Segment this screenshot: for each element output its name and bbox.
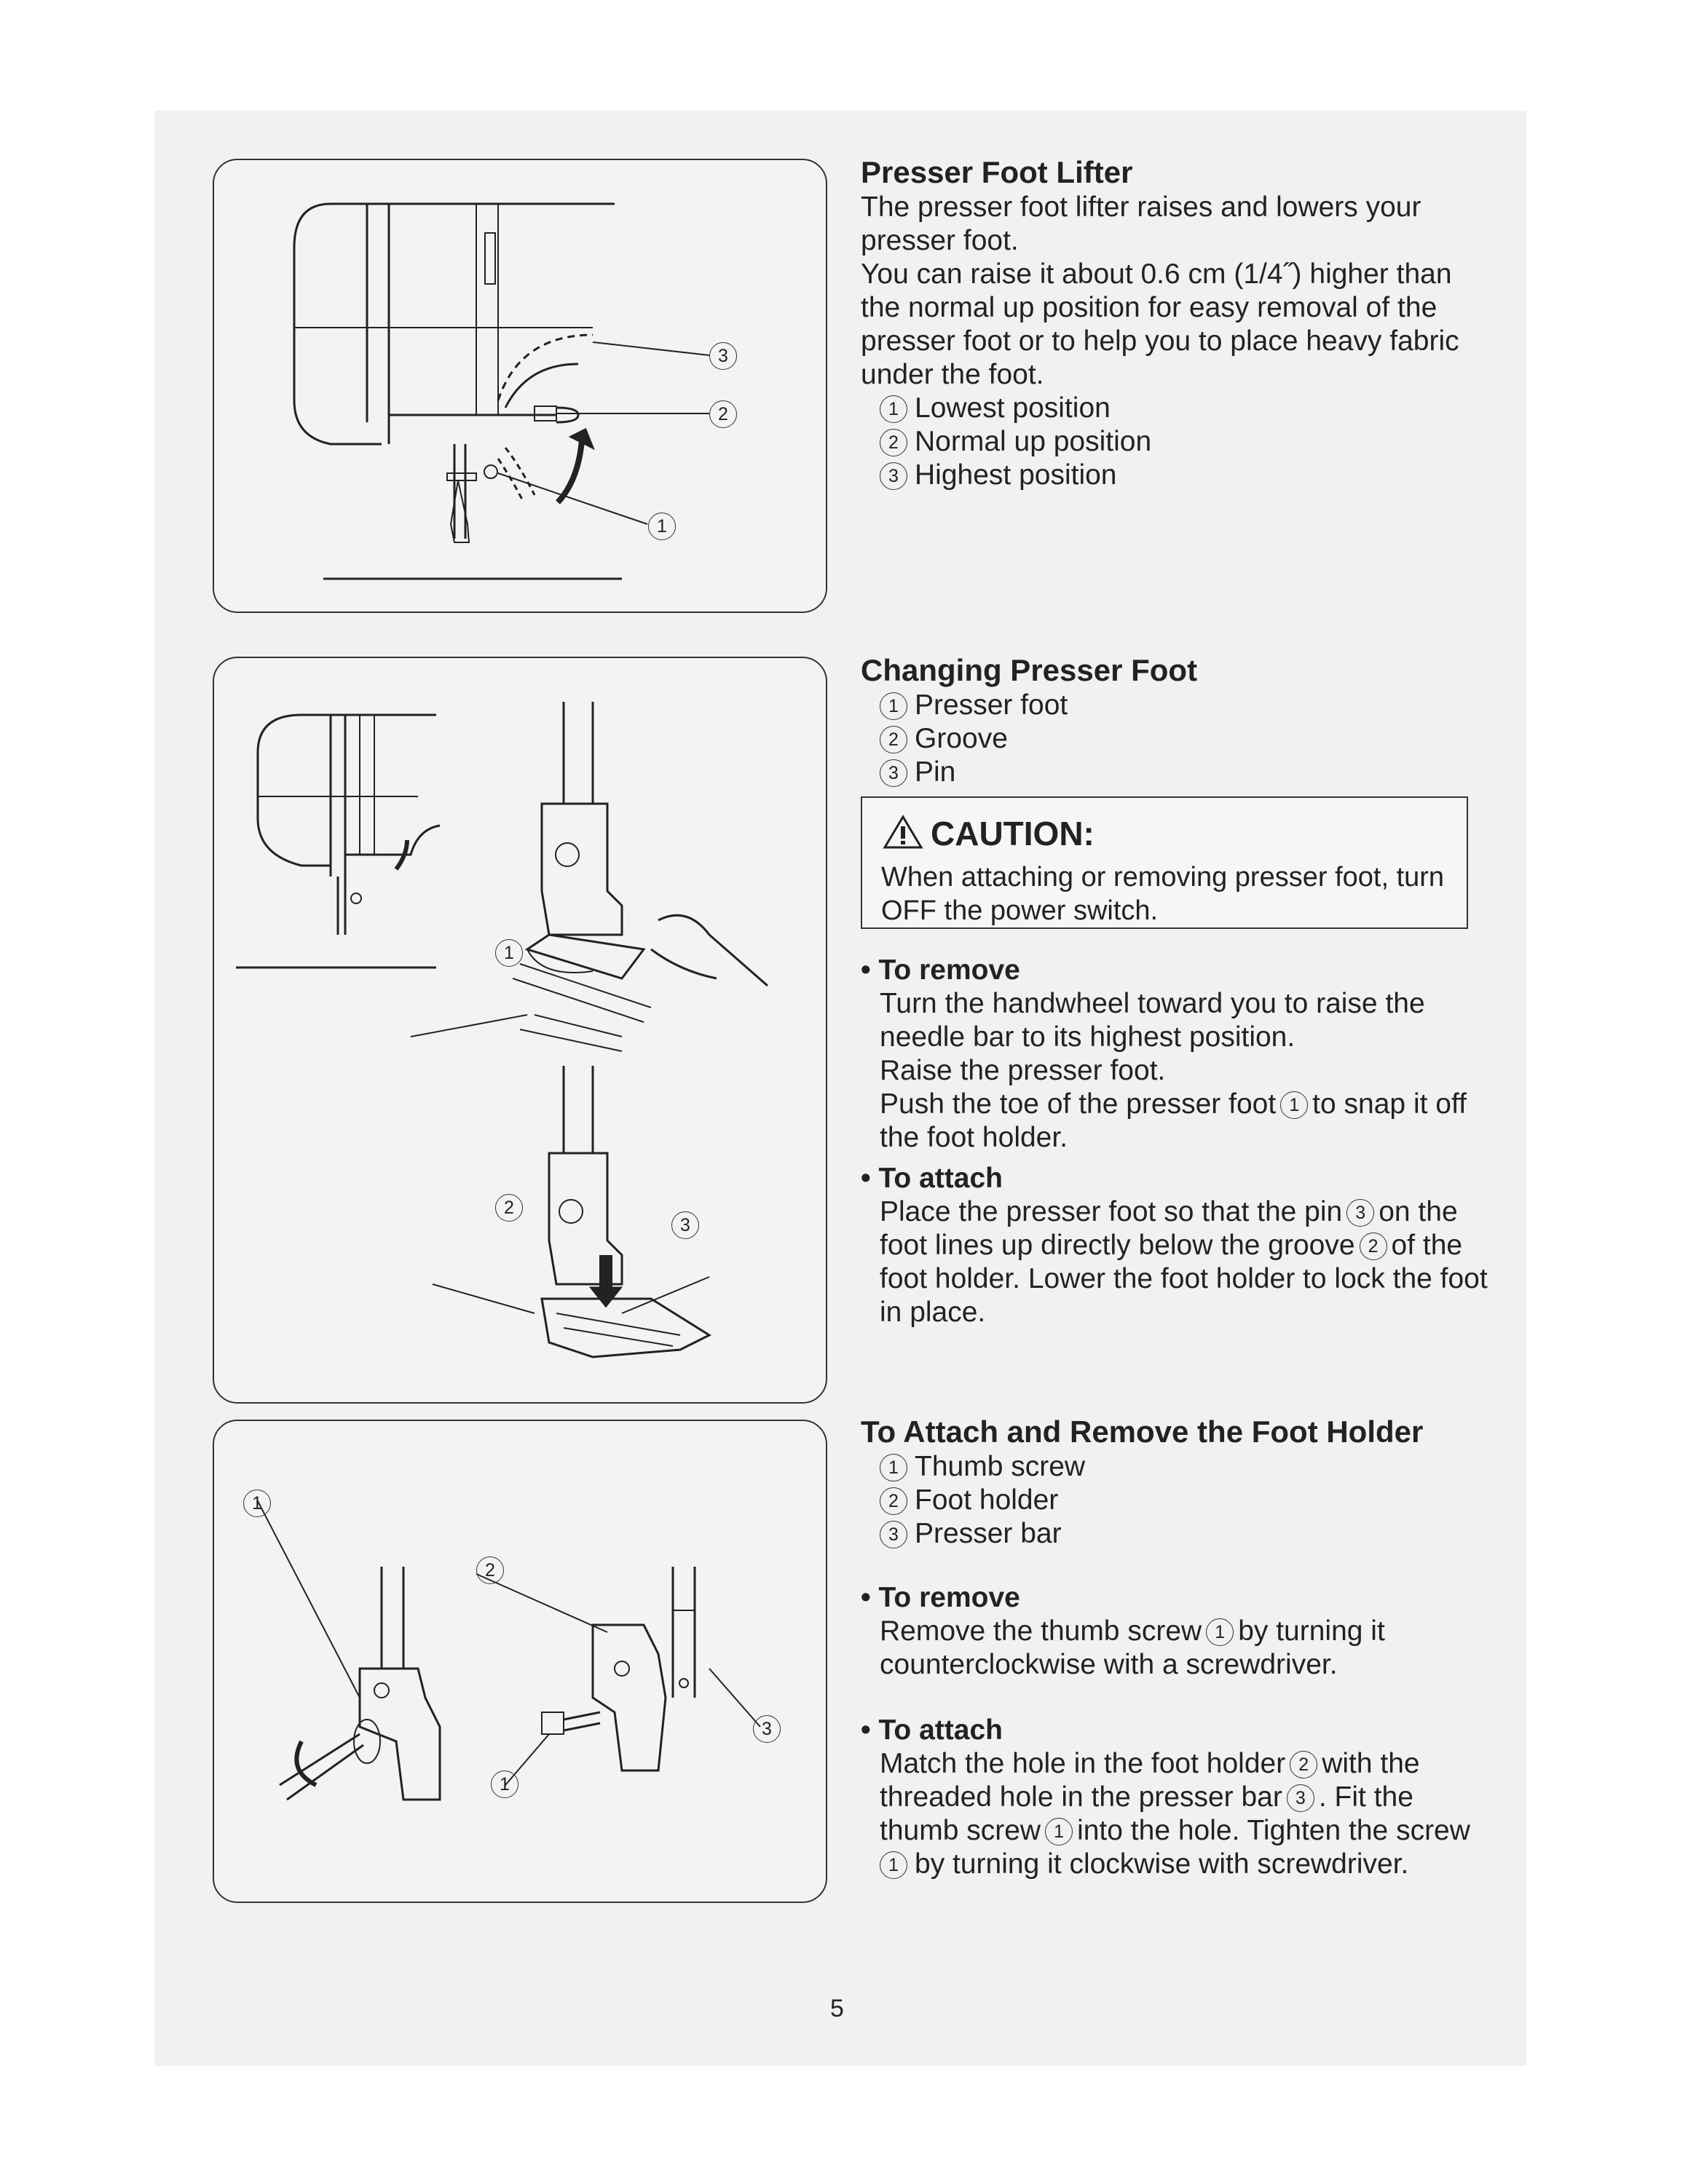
text-run: with the bbox=[1322, 1748, 1420, 1779]
presser-foot-attach-illustration bbox=[433, 1066, 709, 1357]
changing-remove-instructions bbox=[861, 954, 1467, 1155]
section-presser-foot-lifter bbox=[861, 154, 1459, 492]
text-run: by turning it clockwise with screwdriver. bbox=[915, 1848, 1409, 1880]
caution-box bbox=[861, 796, 1468, 929]
body-line: presser foot. bbox=[861, 225, 1019, 256]
body-line bbox=[880, 1615, 1385, 1648]
legend-label: Highest position bbox=[915, 459, 1117, 491]
body-line: under the foot. bbox=[861, 359, 1044, 390]
callout-1: 1 bbox=[491, 1770, 518, 1798]
text-run: Remove the thumb screw bbox=[880, 1615, 1202, 1647]
legend-item bbox=[861, 392, 1459, 425]
body-line bbox=[880, 1814, 1470, 1848]
caution-line: When attaching or removing presser foot, turn bbox=[881, 862, 1445, 893]
body-line: The presser foot lifter raises and lowers your bbox=[861, 191, 1421, 223]
holder-attach-instructions bbox=[861, 1714, 1470, 1881]
body-line: Raise the presser foot. bbox=[880, 1055, 1166, 1086]
body-line bbox=[880, 1229, 1488, 1262]
legend-item bbox=[861, 756, 1197, 789]
callout-1: 1 bbox=[648, 513, 676, 540]
text-run: by turning it bbox=[1238, 1615, 1385, 1647]
callout-3: 3 bbox=[709, 342, 737, 370]
callout-1: 1 bbox=[243, 1489, 271, 1517]
legend-item bbox=[861, 1450, 1423, 1484]
body-line: counterclockwise with a screwdriver. bbox=[880, 1649, 1338, 1680]
section-title: To Attach and Remove the Foot Holder bbox=[861, 1415, 1424, 1449]
subheading-to-attach: • To attach bbox=[861, 1714, 1470, 1747]
body-line bbox=[880, 1781, 1470, 1814]
callout-3: 3 bbox=[753, 1715, 781, 1743]
legend-number: 3 bbox=[880, 759, 907, 787]
changing-attach-instructions bbox=[861, 1162, 1488, 1329]
legend-item bbox=[861, 689, 1197, 722]
callout-2: 2 bbox=[476, 1556, 504, 1584]
legend-label: Thumb screw bbox=[915, 1451, 1086, 1482]
caution-line: OFF the power switch. bbox=[881, 895, 1159, 926]
inline-number: 1 bbox=[1280, 1091, 1308, 1119]
legend-label: Groove bbox=[915, 723, 1008, 754]
text-run: Push the toe of the presser foot bbox=[880, 1088, 1277, 1120]
subheading-to-remove: • To remove bbox=[861, 954, 1467, 987]
text-run: . Fit the bbox=[1318, 1781, 1413, 1813]
caution-text bbox=[881, 860, 1444, 927]
warning-triangle-icon bbox=[883, 815, 923, 850]
holder-remove-instructions bbox=[861, 1581, 1385, 1682]
callout-2: 2 bbox=[709, 400, 737, 428]
subheading-to-remove: • To remove bbox=[861, 1581, 1385, 1615]
section-changing-presser-foot bbox=[861, 652, 1197, 789]
foot-holder-removal-illustration bbox=[258, 1501, 440, 1800]
body-line: You can raise it about 0.6 cm (1/4˝) higher than bbox=[861, 258, 1452, 290]
text-run: Match the hole in the foot holder bbox=[880, 1748, 1286, 1779]
body-line: the normal up position for easy removal of the bbox=[861, 292, 1437, 323]
inline-number: 1 bbox=[880, 1851, 907, 1879]
text-run: Place the presser foot so that the pin bbox=[880, 1196, 1343, 1227]
body-line: the foot holder. bbox=[880, 1122, 1068, 1153]
callout-1: 1 bbox=[495, 939, 523, 967]
legend-label: Normal up position bbox=[915, 426, 1152, 457]
text-run: on the bbox=[1379, 1196, 1458, 1227]
legend-number: 2 bbox=[880, 429, 907, 456]
foot-holder-attach-illustration bbox=[476, 1567, 760, 1785]
legend-number: 3 bbox=[880, 1521, 907, 1548]
legend-label: Presser foot bbox=[915, 689, 1068, 721]
legend-label: Foot holder bbox=[915, 1484, 1059, 1516]
caution-title bbox=[883, 814, 1095, 853]
legend-item bbox=[861, 459, 1459, 492]
body-line bbox=[880, 1848, 1470, 1881]
legend-label: Lowest position bbox=[915, 392, 1111, 424]
body-line: in place. bbox=[880, 1297, 986, 1328]
figure-changing-presser-foot bbox=[213, 657, 827, 1404]
inline-number: 1 bbox=[1045, 1818, 1073, 1845]
subheading-to-attach: • To attach bbox=[861, 1162, 1488, 1195]
legend-number: 1 bbox=[880, 395, 907, 423]
inline-number: 1 bbox=[1206, 1618, 1234, 1646]
section-title: Changing Presser Foot bbox=[861, 653, 1198, 687]
inline-number: 2 bbox=[1290, 1751, 1317, 1779]
text-run: to snap it off bbox=[1312, 1088, 1467, 1120]
body-line bbox=[880, 1747, 1470, 1781]
figure-foot-holder bbox=[213, 1420, 827, 1903]
body-line: needle bar to its highest position. bbox=[880, 1021, 1295, 1053]
callout-2: 2 bbox=[495, 1194, 523, 1222]
legend-label: Presser bar bbox=[915, 1518, 1062, 1549]
sewing-machine-head-illustration bbox=[294, 204, 709, 579]
legend-item bbox=[861, 1517, 1423, 1551]
section-title: Presser Foot Lifter bbox=[861, 155, 1133, 189]
inline-number: 2 bbox=[1360, 1233, 1387, 1260]
legend-number: 2 bbox=[880, 726, 907, 753]
legend-number: 2 bbox=[880, 1487, 907, 1515]
text-run: foot lines up directly below the groove bbox=[880, 1230, 1355, 1261]
legend-item bbox=[861, 722, 1197, 756]
text-run: into the hole. Tighten the screw bbox=[1077, 1815, 1470, 1846]
body-line: foot holder. Lower the foot holder to lock the foot bbox=[880, 1263, 1488, 1294]
legend-item bbox=[861, 1484, 1423, 1517]
body-line bbox=[880, 1195, 1488, 1229]
text-run: thumb screw bbox=[880, 1815, 1041, 1846]
section-foot-holder bbox=[861, 1414, 1423, 1551]
text-run: of the bbox=[1391, 1230, 1463, 1261]
callout-3: 3 bbox=[671, 1211, 699, 1239]
legend-number: 1 bbox=[880, 692, 907, 720]
legend-number: 1 bbox=[880, 1454, 907, 1481]
inline-number: 3 bbox=[1287, 1784, 1314, 1812]
body-line: presser foot or to help you to place heavy fabric bbox=[861, 325, 1459, 357]
small-machine-head-illustration bbox=[236, 715, 440, 968]
legend-item bbox=[861, 425, 1459, 459]
page-number: 5 bbox=[830, 1995, 844, 2022]
legend-number: 3 bbox=[880, 462, 907, 490]
inline-number: 3 bbox=[1346, 1199, 1374, 1227]
legend-label: Pin bbox=[915, 756, 956, 788]
body-line bbox=[880, 1088, 1467, 1121]
caution-label: CAUTION: bbox=[931, 815, 1095, 852]
figure-presser-foot-lifter bbox=[213, 159, 827, 613]
body-line: Turn the handwheel toward you to raise the bbox=[880, 988, 1425, 1019]
text-run: threaded hole in the presser bar bbox=[880, 1781, 1282, 1813]
presser-foot-removal-illustration bbox=[411, 702, 768, 1051]
